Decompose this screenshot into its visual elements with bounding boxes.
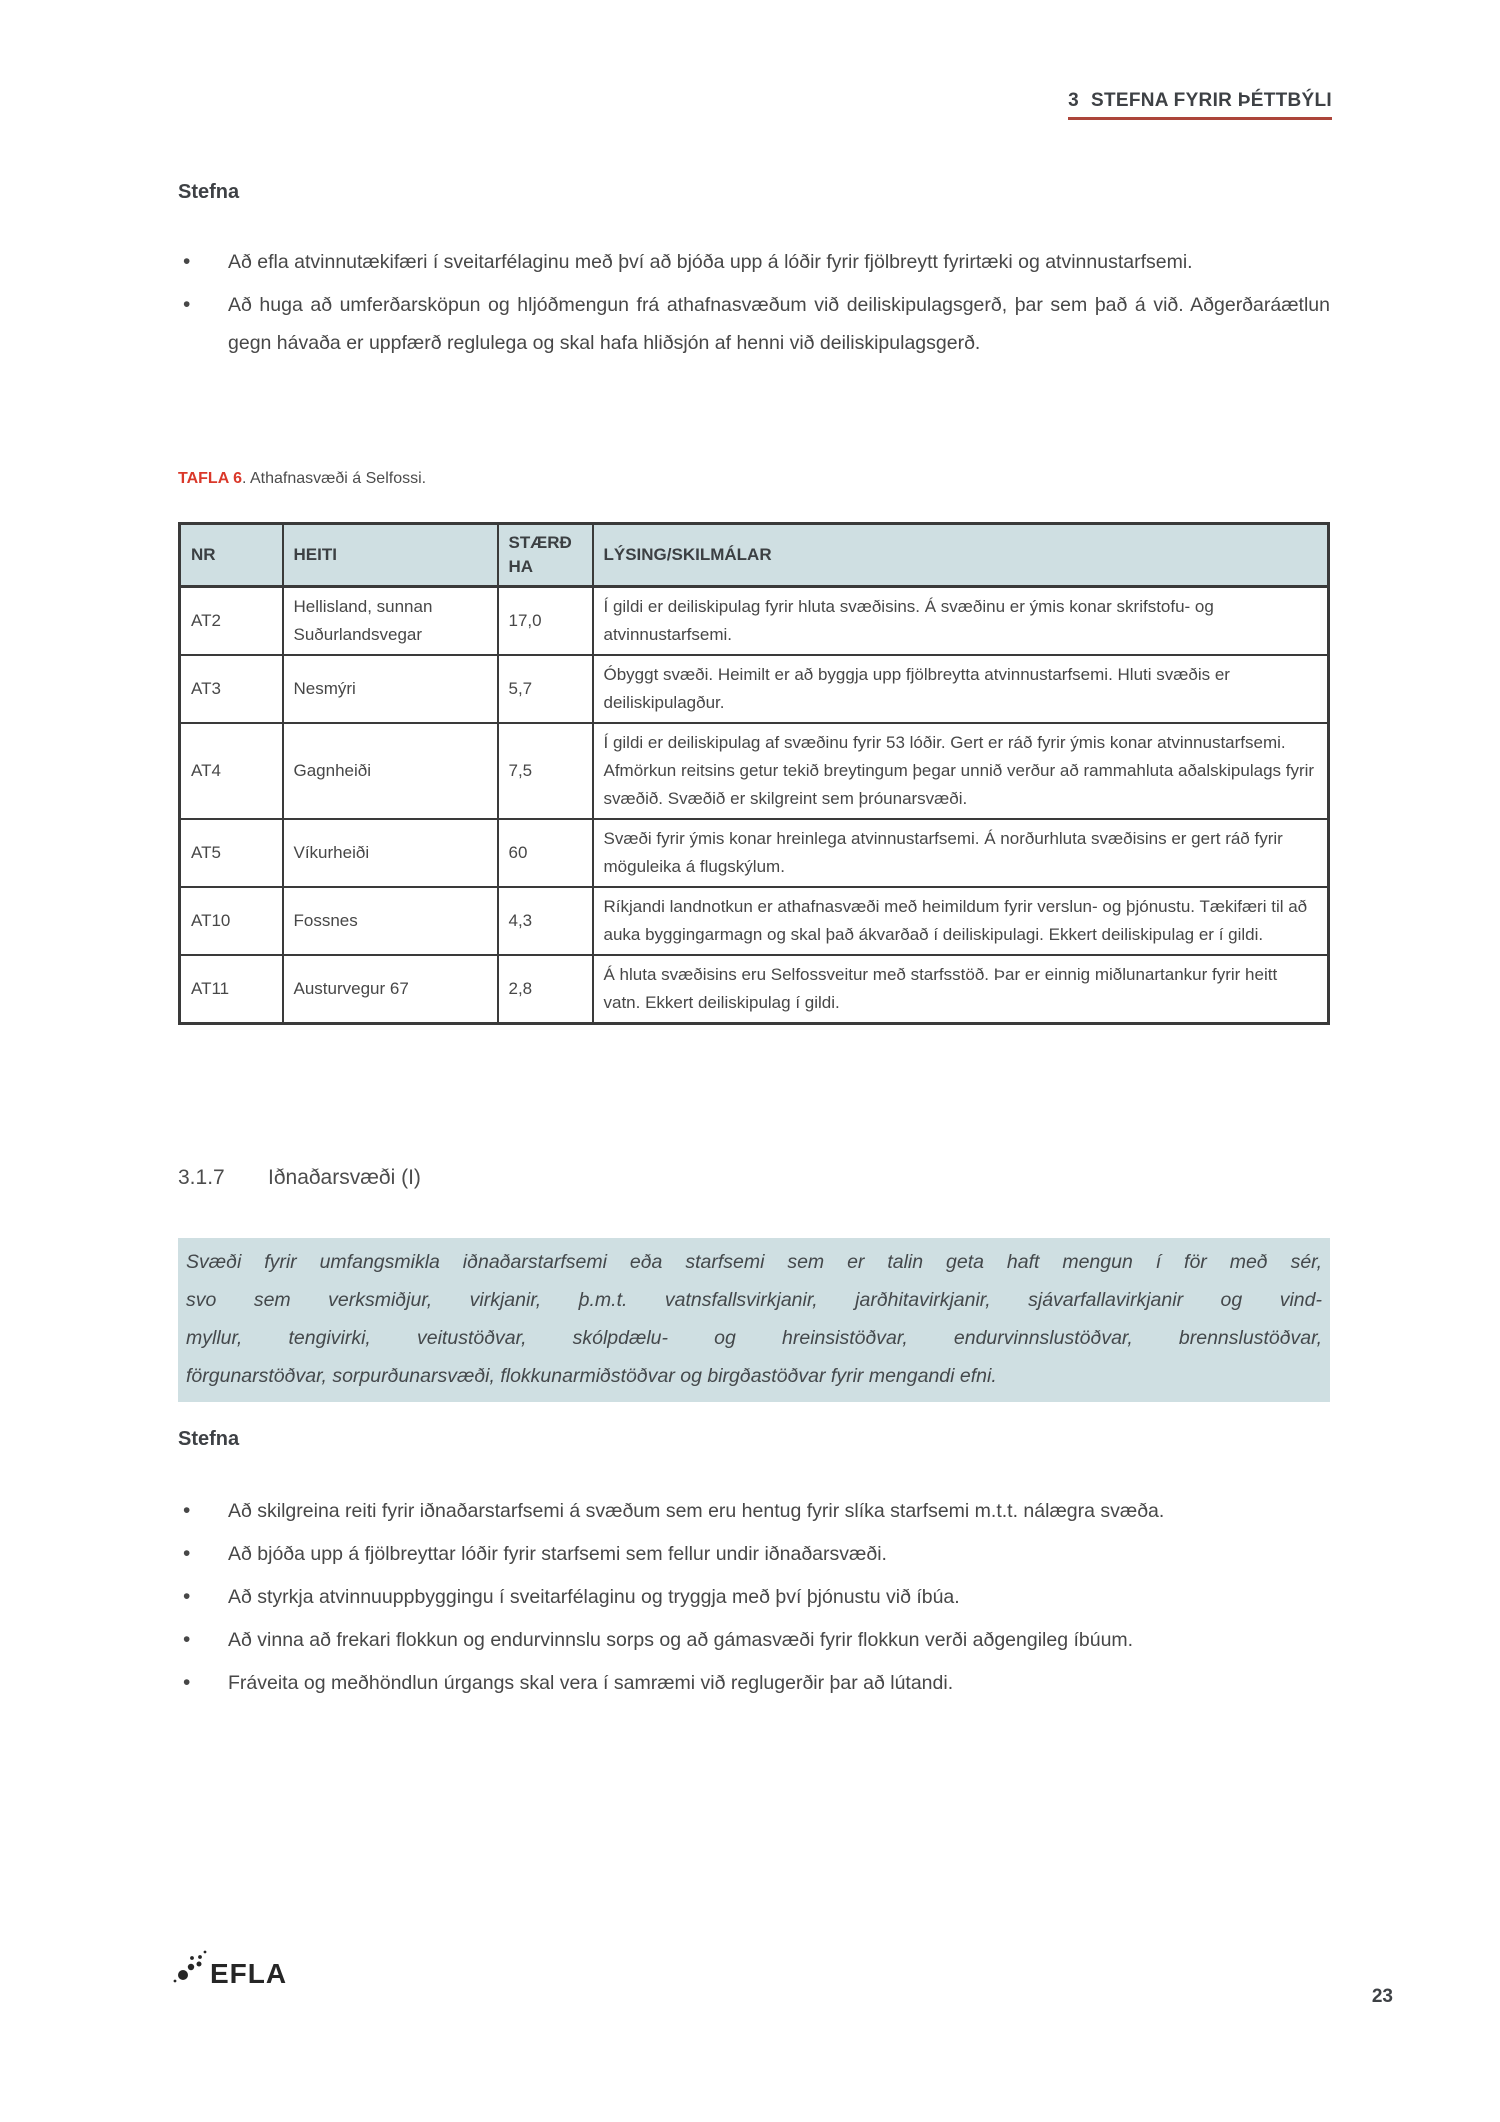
bullet-item: • Að efla atvinnutækifæri í sveitarfélaginu með því að bjóða upp á lóðir fyrir fjölbreytt fyrirtæki og atvinnustarfsemi. bbox=[178, 243, 1330, 281]
cell-nr: AT4 bbox=[180, 723, 283, 819]
bullet-item: • Að vinna að frekari flokkun og endurvinnslu sorps og að gámasvæði fyrir flokkun verði aðgengileg íbúum. bbox=[178, 1621, 1330, 1659]
page-number: 23 bbox=[1371, 1986, 1393, 2007]
cell-nr: AT5 bbox=[180, 819, 283, 887]
section-heading-3-1-7 bbox=[178, 1166, 421, 1190]
cell-lysing: Ríkjandi landnotkun er athafnasvæði með heimildum fyrir verslun- og þjónustu. Tækifæri til að auka byggingarmagn og skal það ákvarðað í deiliskipulagi. Ekkert deiliskipulag er í gildi. bbox=[593, 887, 1329, 955]
cell-staerd: 7,5 bbox=[498, 723, 593, 819]
section-number: 3.1.7 bbox=[178, 1166, 225, 1189]
cell-heiti: Hellisland, sunnan Suðurlandsvegar bbox=[283, 587, 498, 656]
table-row bbox=[180, 655, 1329, 723]
table-row bbox=[180, 955, 1329, 1024]
stefna-heading-2: Stefna bbox=[178, 1428, 240, 1450]
efla-logo-icon bbox=[172, 1946, 307, 2001]
col-header-lysing: LÝSING/SKILMÁLAR bbox=[593, 524, 1329, 587]
cell-lysing: Óbyggt svæði. Heimilt er að byggja upp fjölbreytta atvinnustarfsemi. Hluti svæðis er deiliskipulagður. bbox=[593, 655, 1329, 723]
table-row bbox=[180, 587, 1329, 656]
stefna-bullet-list-2 bbox=[178, 1492, 1330, 1707]
highlight-line: Svæði fyrir umfangsmikla iðnaðarstarfsemi eða starfsemi sem er talin geta haft mengun í för með sér, bbox=[186, 1251, 1322, 1273]
cell-heiti: Gagnheiði bbox=[283, 723, 498, 819]
section-title: Iðnaðarsvæði (I) bbox=[268, 1166, 421, 1189]
athafnasvaedi-table bbox=[178, 522, 1330, 1025]
bullet-item: • Að skilgreina reiti fyrir iðnaðarstarfsemi á svæðum sem eru hentug fyrir slíka starfsemi m.t.t. nálægra svæða. bbox=[178, 1492, 1330, 1530]
cell-lysing: Í gildi er deiliskipulag af svæðinu fyrir 53 lóðir. Gert er ráð fyrir ýmis konar atvinnustarfsemi. Afmörkun reitsins getur tekið breytingum þegar unnið verður að rammahluta aðalskipulags fyrir svæðið. Svæðið er skilgreint sem þróunarsvæði. bbox=[593, 723, 1329, 819]
cell-lysing: Í gildi er deiliskipulag fyrir hluta svæðisins. Á svæðinu er ýmis konar skrifstofu- og atvinnustarfsemi. bbox=[593, 587, 1329, 656]
cell-lysing: Svæði fyrir ýmis konar hreinlega atvinnustarfsemi. Á norðurhluta svæðisins er gert ráð fyrir möguleika á flugskýlum. bbox=[593, 819, 1329, 887]
highlight-line: myllur, tengivirki, veitustöðvar, skólpdælu- og hreinsistöðvar, endurvinnslustöðvar, brennslustöðvar, bbox=[186, 1327, 1322, 1349]
cell-staerd: 2,8 bbox=[498, 955, 593, 1024]
running-head bbox=[1068, 90, 1332, 120]
table-caption-text: . Athafnasvæði á Selfossi. bbox=[242, 470, 427, 487]
cell-heiti: Nesmýri bbox=[283, 655, 498, 723]
cell-nr: AT11 bbox=[180, 955, 283, 1024]
col-header-nr: NR bbox=[180, 524, 283, 587]
table-caption-label: TAFLA 6 bbox=[178, 470, 242, 487]
cell-staerd: 5,7 bbox=[498, 655, 593, 723]
table-row bbox=[180, 723, 1329, 819]
definition-highlight-panel bbox=[178, 1238, 1330, 1402]
running-head-title: STEFNA FYRIR ÞÉTTBÝLI bbox=[1091, 90, 1332, 111]
cell-staerd: 4,3 bbox=[498, 887, 593, 955]
bullet-item: • Að bjóða upp á fjölbreyttar lóðir fyrir starfsemi sem fellur undir iðnaðarsvæði. bbox=[178, 1535, 1330, 1573]
highlight-line: svo sem verksmiðjur, virkjanir, þ.m.t. vatnsfallsvirkjanir, jarðhitavirkjanir, sjávarfallavirkjanir og vind- bbox=[186, 1289, 1322, 1311]
cell-nr: AT3 bbox=[180, 655, 283, 723]
cell-heiti: Fossnes bbox=[283, 887, 498, 955]
efla-logo-text: EFLA bbox=[210, 1958, 288, 1989]
table-header-row bbox=[180, 524, 1329, 587]
bullet-item: • Að styrkja atvinnuuppbyggingu í sveitarfélaginu og tryggja með því þjónustu við íbúa. bbox=[178, 1578, 1330, 1616]
cell-lysing: Á hluta svæðisins eru Selfossveitur með starfsstöð. Þar er einnig miðlunartankur fyrir heitt vatn. Ekkert deiliskipulag í gildi. bbox=[593, 955, 1329, 1024]
cell-heiti: Austurvegur 67 bbox=[283, 955, 498, 1024]
highlight-line: förgunarstöðvar, sorpurðunarsvæði, flokkunarmiðstöðvar og birgðastöðvar fyrir mengandi efni. bbox=[186, 1365, 997, 1387]
cell-nr: AT2 bbox=[180, 587, 283, 656]
stefna-bullet-list-1 bbox=[178, 243, 1330, 367]
running-head-chapter-number: 3 bbox=[1068, 90, 1079, 111]
bullet-item: • Fráveita og meðhöndlun úrgangs skal vera í samræmi við reglugerðir þar að lútandi. bbox=[178, 1664, 1330, 1702]
table-row bbox=[180, 819, 1329, 887]
table-caption bbox=[178, 470, 426, 488]
col-header-heiti: HEITI bbox=[283, 524, 498, 587]
bullet-item: • Að huga að umferðarsköpun og hljóðmengun frá athafnasvæðum við deiliskipulagsgerð, þar sem það á við. Aðgerðaráætlun gegn hávaða er uppfærð reglulega og skal hafa hliðsjón af henni við deiliskipulagsgerð. bbox=[178, 286, 1330, 362]
cell-heiti: Víkurheiði bbox=[283, 819, 498, 887]
cell-staerd: 17,0 bbox=[498, 587, 593, 656]
col-header-staerd: STÆRÐ HA bbox=[498, 524, 593, 587]
stefna-heading-1: Stefna bbox=[178, 181, 240, 203]
cell-staerd: 60 bbox=[498, 819, 593, 887]
table-row bbox=[180, 887, 1329, 955]
cell-nr: AT10 bbox=[180, 887, 283, 955]
